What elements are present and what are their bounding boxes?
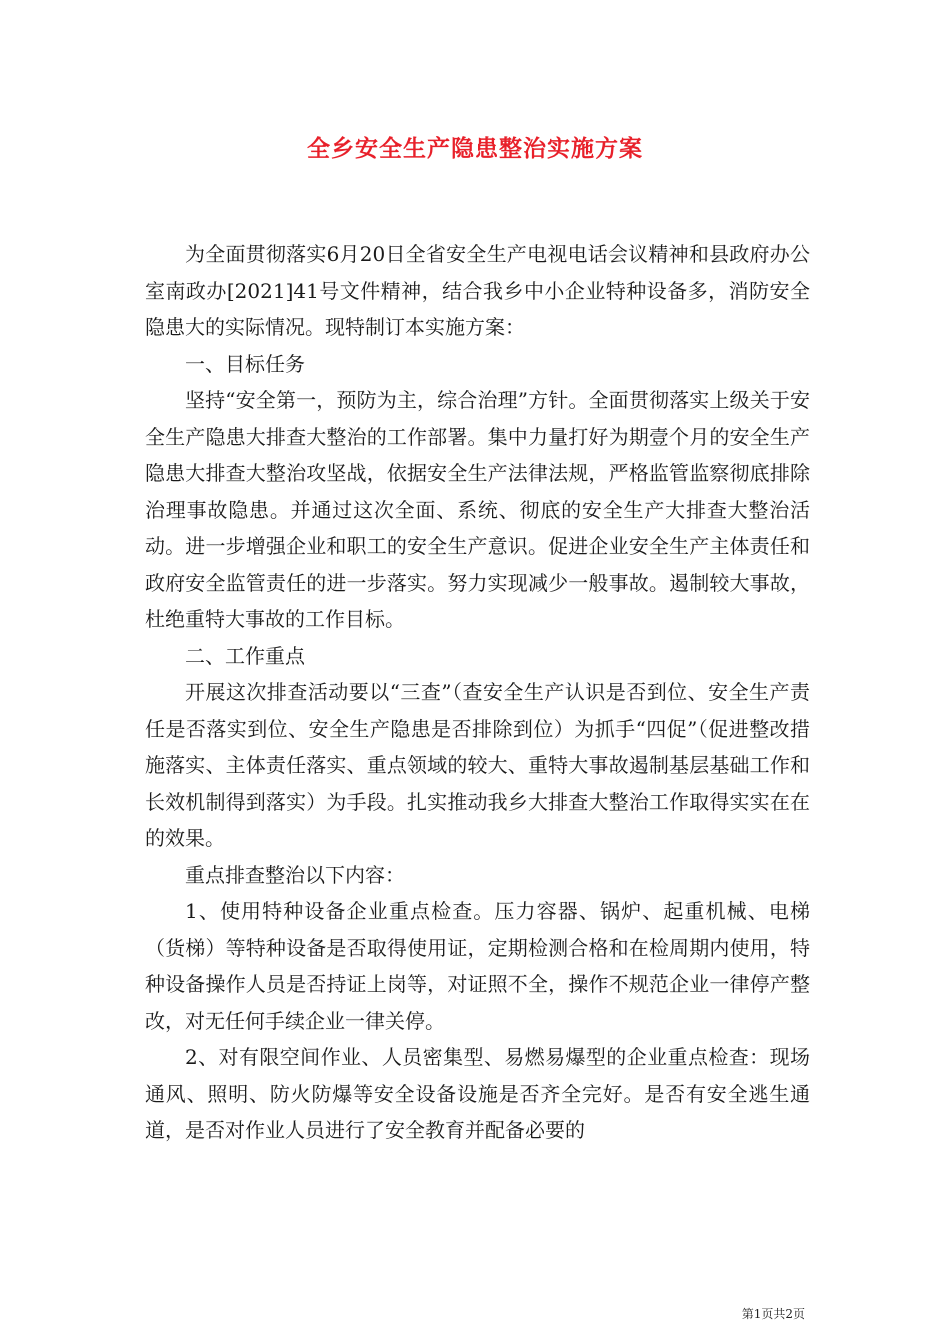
paragraph-intro: 为全面贯彻落实6月20日全省安全生产电视电话会议精神和县政府办公室南政办[2021]41号文件精神，结合我乡中小企业特种设备多，消防安全隐患大的实际情况。现特制订本实施方案：	[145, 242, 810, 339]
paragraph-goals: 坚持“安全第一，预防为主，综合治理”方针。全面贯彻落实上级关于安全生产隐患大排查大整治的工作部署。集中力量打好为期壹个月的安全生产隐患大排查大整治攻坚战，依据安全生产法律法规，严格监管监察彻底排除治理事故隐患。并通过这次全面、系统、彻底的安全生产大排查大整治活动。进一步增强企业和职工的安全生产意识。促进企业安全生产主体责任和政府安全监管责任的进一步落实。努力实现减少一般事故。遏制较大事故，杜绝重特大事故的工作目标。	[145, 388, 810, 631]
document-title: 全乡安全生产隐患整治实施方案	[307, 135, 643, 162]
page-number: 第1页共2页	[741, 1307, 805, 1321]
document-body	[145, 236, 810, 1149]
section-heading-focus: 二、工作重点	[185, 643, 305, 668]
paragraph-inspection-intro: 重点排查整治以下内容：	[185, 862, 405, 887]
section-heading-goals: 一、目标任务	[185, 351, 305, 376]
paragraph-item-1: 1、使用特种设备企业重点检查。压力容器、锅炉、起重机械、电梯（货梯）等特种设备是否取得使用证，定期检测合格和在检周期内使用，特种设备操作人员是否持证上岗等，对证照不全，操作不规范企业一律停产整改，对无任何手续企业一律关停。	[145, 899, 810, 1033]
paragraph-item-2: 2、对有限空间作业、人员密集型、易燃易爆型的企业重点检查：现场通风、照明、防火防爆等安全设备设施是否齐全完好。是否有安全逃生通道，是否对作业人员进行了安全教育并配备必要的	[145, 1045, 810, 1142]
paragraph-focus: 开展这次排查活动要以“三查”（查安全生产认识是否到位、安全生产责任是否落实到位、安全生产隐患是否排除到位）为抓手“四促”（促进整改措施落实、主体责任落实、重点领域的较大、重特大事故遏制基层基础工作和长效机制得到落实）为手段。扎实推动我乡大排查大整治工作取得实实在在的效果。	[145, 680, 810, 850]
